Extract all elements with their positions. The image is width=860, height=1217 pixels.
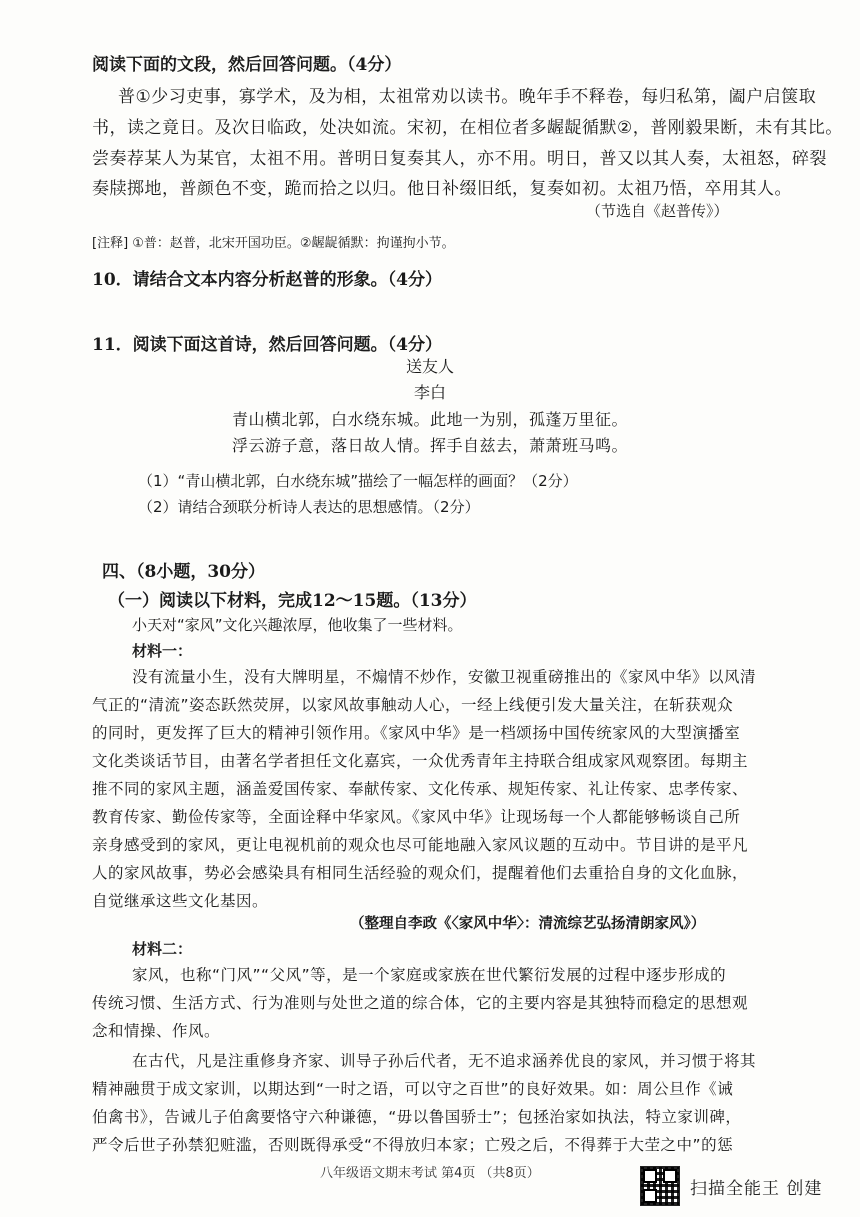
material-1-line-6: 教育传家、勤俭传家等，全面诠释中华家风。《家风中华》让现场每一个人都能够畅谈自己所 [92, 808, 741, 826]
page-footer: 八年级语文期末考试 第4页 （共8页） [320, 1166, 540, 1181]
poem-title: 送友人 [405, 357, 454, 376]
material-2-line-1: 家风，也称“门风”“父风”等，是一个家庭或家族在世代繁衍发展的过程中逐步形成的 [132, 966, 727, 984]
qr-code-icon [640, 1166, 680, 1206]
material-2-line-5: 精神融贯于成文家训，以期达到“一时之语，可以守之百世”的良好效果。如：周公旦作《诫 [92, 1080, 734, 1098]
poem-line-2: 浮云游子意，落日故人情。挥手自兹去，萧萧班马鸣。 [231, 436, 628, 455]
passage-source: （节选自《赵普传》） [586, 202, 729, 220]
material-2-line-6: 伯禽书》，告诫儿子伯禽要恪守六种谦德，“毋以鲁国骄士”；包拯治家如执法，特立家训碑， [92, 1108, 742, 1126]
question-11: 11．阅读下面这首诗，然后回答问题。（4分） [92, 335, 442, 355]
material-1-line-7: 亲身感受到的家风，更让电视机前的观众也尽可能地融入家风议题的互动中。节目讲的是平凡 [92, 836, 749, 854]
material-1-line-3: 的同时，更发挥了巨大的精神引领作用。《家风中华》是一档颂扬中国传统家风的大型演播室 [92, 724, 741, 742]
material-1-source: （整理自李政《〈家风中华〉：清流综艺弘扬清朗家风》） [350, 916, 706, 932]
section-instruction: 阅读下面的文段，然后回答问题。（4分） [92, 55, 402, 75]
poem-author: 李白 [413, 383, 446, 402]
passage-line-1: 普①少习吏事，寡学术，及为相，太祖常劝以读书。晚年手不释卷，每归私第，阖户启箧取 [118, 87, 817, 107]
watermark-text: 扫描全能王 创建 [690, 1178, 823, 1199]
material-2-label: 材料二： [132, 940, 193, 958]
material-2-line-2: 传统习惯、生活方式、行为准则与处世之道的综合体，它的主要内容是其独特而稳定的思想观 [92, 994, 749, 1012]
poem-line-1: 青山横北郭，白水绕东城。此地一为别，孤蓬万里征。 [231, 410, 628, 429]
section-4-part-1: （一）阅读以下材料，完成12～15题。（13分） [108, 591, 477, 611]
material-1-line-1: 没有流量小生，没有大牌明星，不煽情不炒作，安徽卫视重磅推出的《家风中华》以风清 [132, 668, 757, 686]
section-4-title: 四、（8小题，30分） [102, 562, 265, 582]
material-1-line-5: 推不同的家风主题，涵盖爱国传家、奉献传家、文化传承、规矩传家、礼让传家、忠孝传家、 [92, 780, 749, 798]
section-4-intro: 小天对“家风”文化兴趣浓厚，他收集了一些材料。 [132, 616, 463, 634]
passage-line-2: 书，读之竟日。及次日临政，处决如流。宋初，在相位者多龌龊循默②，普刚毅果断，未有其比。 [92, 118, 843, 138]
material-2-line-7: 严令后世子孙禁犯赃滥，否则既得承受“不得放归本家；亡殁之后，不得葬于大茔之中”的惩 [92, 1136, 734, 1154]
material-1-line-9: 自觉继承这些文化基因。 [92, 892, 269, 910]
material-2-line-3: 念和情操、作风。 [92, 1022, 221, 1040]
material-1-line-4: 文化类谈话节目，由著名学者担任文化嘉宾，一众优秀青年主持联合组成家风观察团。每期主 [92, 752, 749, 770]
passage-footnote: [注释] ①普：赵普，北宋开国功臣。②龌龊循默：拘谨拘小节。 [92, 236, 455, 251]
question-10: 10．请结合文本内容分析赵普的形象。（4分） [92, 270, 442, 290]
question-11-sub-1: （1）“青山横北郭，白水绕东城”描绘了一幅怎样的画面？（2分） [138, 472, 578, 490]
scanner-watermark [640, 1166, 845, 1206]
material-1-line-8: 人的家风故事，势必会感染具有相同生活经验的观众们，提醒着他们去重拾自身的文化血脉， [92, 864, 749, 882]
passage-line-4: 奏牍掷地，普颜色不变，跪而拾之以归。他日补缀旧纸，复奏如初。太祖乃悟，卒用其人。 [92, 179, 792, 199]
material-1-line-2: 气正的“清流”姿态跃然荧屏，以家风故事触动人心，一经上线便引发大量关注，在斩获观众 [92, 696, 734, 714]
question-11-sub-2: （2）请结合颈联分析诗人表达的思想感情。（2分） [138, 498, 480, 516]
material-2-line-4: 在古代，凡是注重修身齐家、训导子孙后代者，无不追求涵养优良的家风，并习惯于将其 [132, 1052, 757, 1070]
material-1-label: 材料一： [132, 642, 193, 660]
passage-line-3: 尝奏荐某人为某官，太祖不用。普明日复奏其人，亦不用。明日，普又以其人奏，太祖怒，碎裂 [92, 149, 827, 169]
